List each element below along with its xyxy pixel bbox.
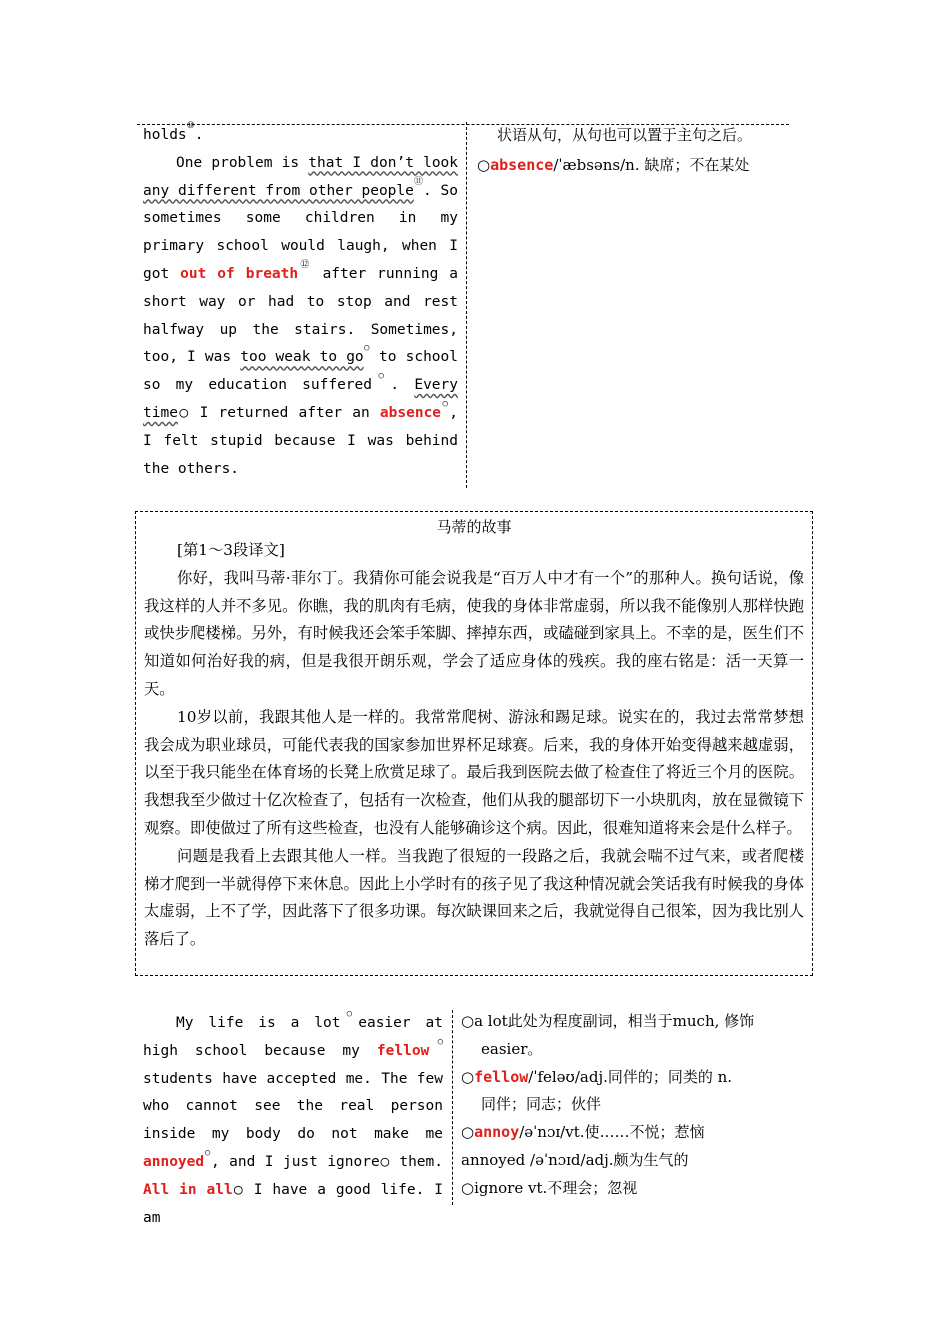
vocab-absence-note: absence [490, 156, 554, 174]
translation-para-1: 你好，我叫马蒂·菲尔丁。我猜你可能会说我是“百万人中才有一个”的那种人。换句话说，像我这样的人并不多见。你瞧，我的肌肉有毛病，使我的身体非常虚弱，所以我不能像别人那样快跑或快步爬楼梯。另外，有时候我还会笨手笨脚、摔掉东西，或磕碰到家具上。不幸的是，医生们不知道如何治好我的病，但是我很开朗乐观，学会了适应身体的残疾。我的座右铭是：活一天算一天。 [144, 568, 804, 698]
note-marker: ○ [232, 1181, 244, 1198]
note-marker: ○ [461, 1123, 475, 1142]
text-run: . [390, 377, 415, 394]
note-marker: ○ [461, 1067, 475, 1086]
note-definition: /ˈæbsəns/n. 缺席；不在某处 [553, 156, 750, 174]
note-fellow-cont: 同伴；同志；伙伴 [481, 1095, 602, 1114]
note-marker: ○ [204, 1147, 211, 1158]
note-annoy [461, 1119, 811, 1147]
vocab-out-of-breath: out of breath [180, 265, 299, 282]
vocab-fellow-note: fellow [474, 1067, 529, 1086]
note-marker: ○ [429, 1036, 443, 1047]
text-holds: holds [143, 127, 187, 143]
note-marker: ○ [441, 398, 450, 409]
translation-heading: [第1～3段译文] [177, 541, 285, 559]
translation-para-3: 问题是我看上去跟其他人一样。当我跑了很短的一段路之后，我就会喘不过气来，或者爬楼梯才爬到一半就得停下来休息。因此上小学时有的孩子见了我这种情况就会笑话我有时候我的身体太虚弱，上不了学，因此落下了很多功课。每次缺课回来之后，我就觉得自己很笨，因为我比别人落后了。 [144, 846, 804, 949]
note-absence [477, 150, 797, 180]
section1-divider [466, 122, 467, 488]
note-a-lot: ○a lot此处为程度副词，相当于much, 修饰 [461, 1012, 755, 1030]
text-run: them. [389, 1153, 443, 1170]
note-marker: ○ [371, 371, 391, 382]
text-run: , I felt stupid because I was behind the others. [143, 404, 459, 477]
note-marker: ○ [177, 404, 190, 421]
note-marker: ○ [379, 1153, 390, 1170]
section3-text [143, 1010, 443, 1232]
text-run: My life is a lot [176, 1015, 341, 1031]
vocab-annoyed: annoyed [143, 1153, 205, 1170]
note-marker: ⑫ [298, 259, 312, 270]
key-phrase-every-time: Every time [143, 377, 458, 421]
note-marker: ○ [477, 156, 491, 174]
section3-notes [461, 1008, 811, 1203]
text-run: One problem is [176, 154, 309, 171]
note-fellow [461, 1064, 811, 1092]
note-ignore: ○ignore vt.不理会；忽视 [461, 1178, 638, 1197]
translation-title: 马蒂的故事 [436, 518, 512, 536]
note-marker: ⑩ [186, 121, 195, 131]
key-phrase-look-different: that I don’t look any different from other people [143, 154, 459, 199]
text-run: I have a good life. I am [143, 1181, 443, 1226]
text-run: after running a short way or had to stop and rest halfway up the stairs. Sometimes, too, I was [143, 265, 458, 366]
text-run: , and I just ignore [210, 1153, 380, 1170]
note-marker: ○ [363, 343, 370, 354]
note-annoyed: annoyed /əˈnɔɪd/adj.颇为生气的 [461, 1150, 689, 1169]
text-run: students have accepted me. The few who cannot see the real person inside my body do not make me [143, 1070, 443, 1143]
section3-divider [452, 1010, 453, 1205]
vocab-absence: absence [379, 404, 442, 421]
text-run: to school so my education suffered [143, 349, 458, 394]
note-clause: 状语从句，从句也可以置于主句之后。 [497, 126, 753, 144]
note-a-lot-cont: easier。 [481, 1039, 543, 1058]
section1-notes [477, 120, 797, 180]
text-run: . So sometimes some children in my primary school would laugh, when I got [143, 182, 458, 282]
translation-box [135, 511, 813, 976]
note-definition: /əˈnɔɪ/vt.使……不悦；惹恼 [519, 1123, 705, 1142]
key-phrase-too-weak: too weak to go [240, 349, 364, 366]
vocab-all-in-all: All in all [143, 1181, 233, 1198]
note-definition: /ˈfeləʊ/adj.同伴的；同类的 n. [528, 1067, 733, 1086]
translation-para-2: 10岁以前，我跟其他人是一样的。我常常爬树、游泳和踢足球。说实在的，我过去常常梦想我会成为职业球员，可能代表我的国家参加世界杯足球赛。后来，我的身体开始变得越来越虚弱，以至于我只能坐在体育场的长凳上欣赏足球了。最后我到医院去做了检查住了将近三个月的医院。我想我至少做过十亿次检查了，包括有一次检查，他们从我的腿部切下一小块肌肉，放在显微镜下观察。即使做过了所有这些检查，也没有人能够确诊这个病。因此，很难知道将来会是什么样子。 [144, 707, 804, 837]
note-marker: ○ [340, 1009, 359, 1019]
text-run: I returned after an [189, 404, 380, 421]
section1-text: holds⑩. One problem is that I don’t look any different from other people⑪. So sometimes some children in my primary school would laugh, when I got out of breath⑫ after running a short way or had to stop and rest halfway up the stairs. Sometimes, too, I was too weak to go○ to school so my education suffered○. Every time○ I returned after an absence○, I felt stupid because I was behind the others. [143, 121, 459, 477]
note-marker: ⑪ [413, 176, 424, 187]
vocab-annoy-note: annoy [474, 1123, 520, 1142]
vocab-fellow: fellow [376, 1042, 430, 1059]
text-run: easier at high school because my [143, 1015, 443, 1059]
